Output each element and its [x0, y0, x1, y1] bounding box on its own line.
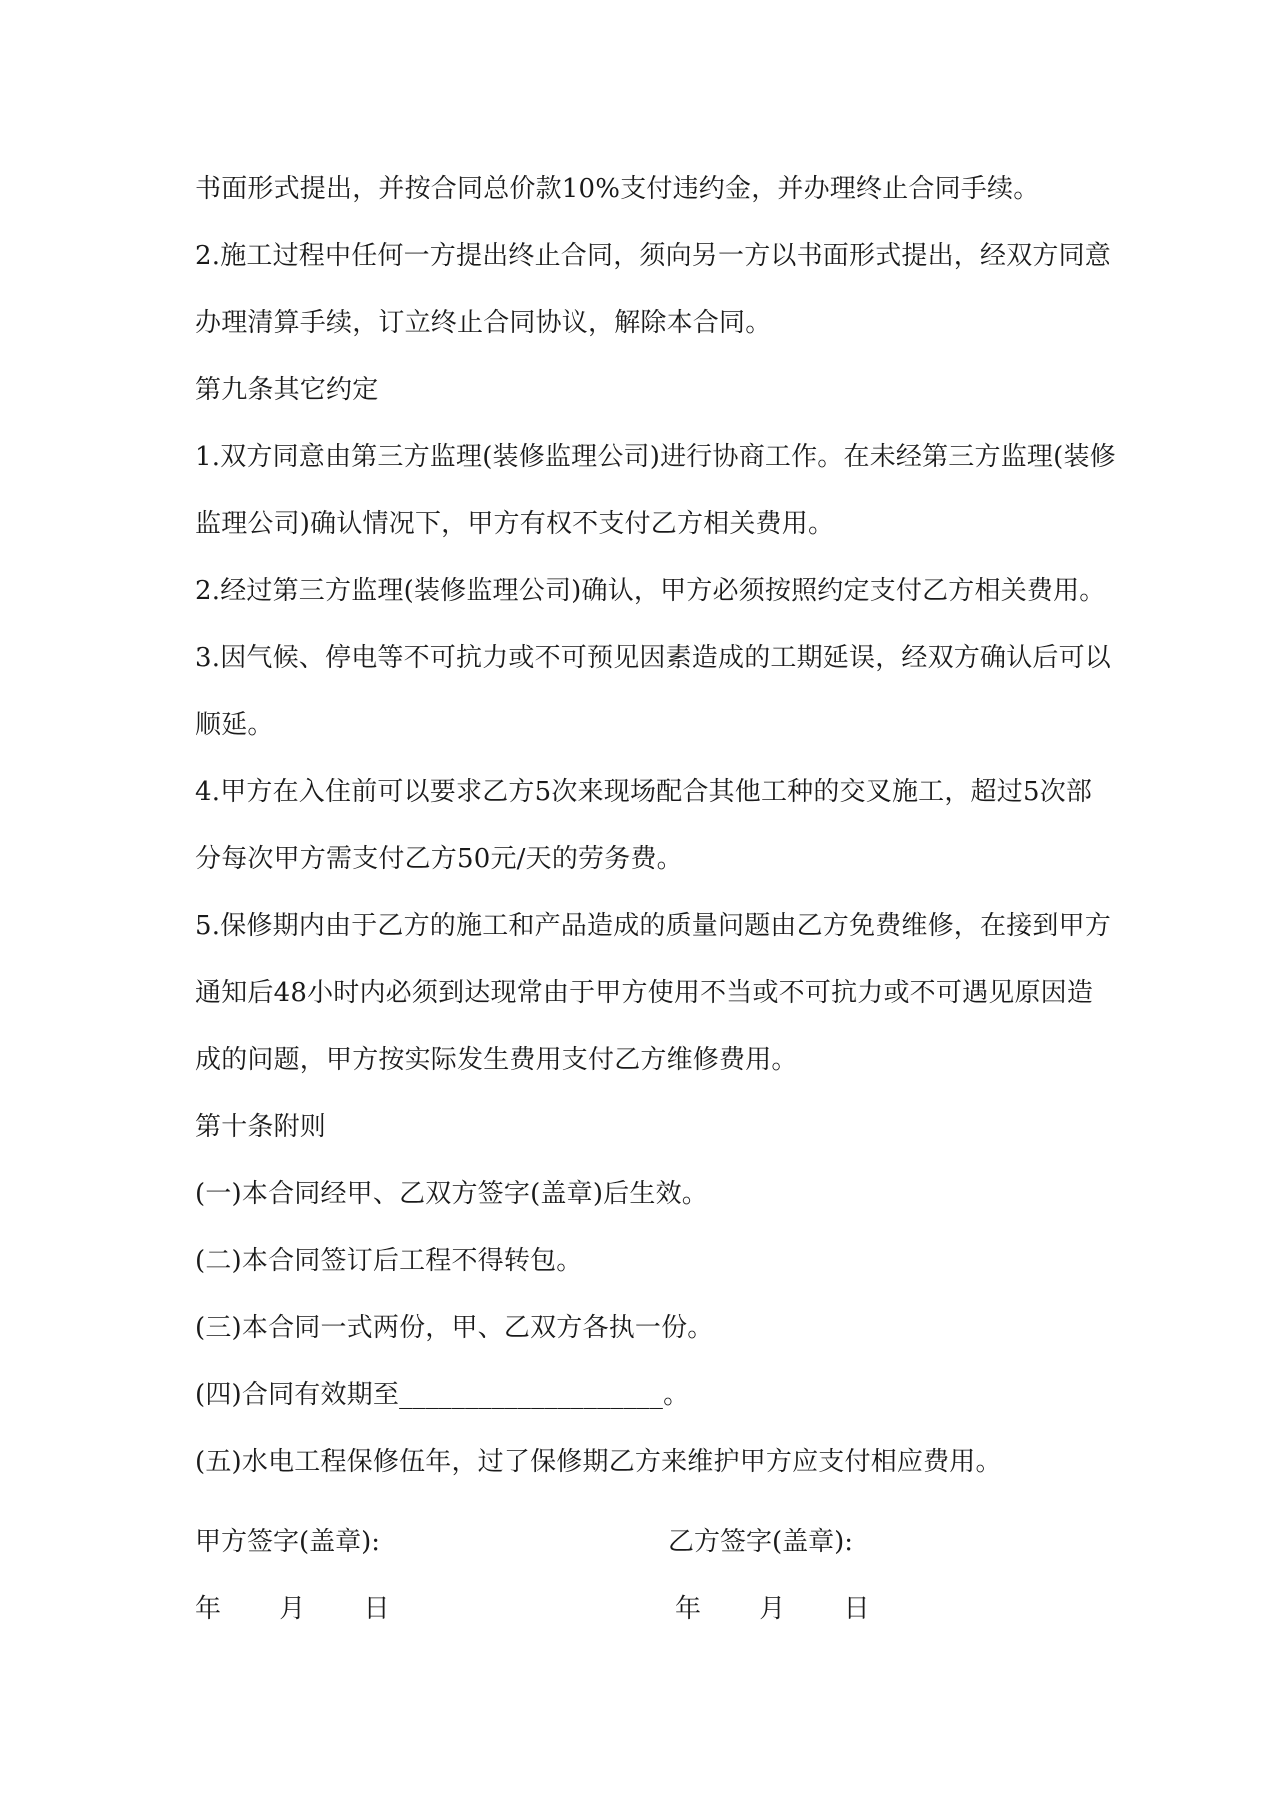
text-line: 成的问题，甲方按实际发生费用支付乙方维修费用。	[195, 1045, 798, 1075]
clause-9-3: 3.因气候、停电等不可抗力或不可预见因素造成的工期延误，经双方确认后可以	[195, 643, 1112, 673]
clause-9-2: 2.经过第三方监理(装修监理公司)确认，甲方必须按照约定支付乙方相关费用。	[195, 576, 1106, 606]
party-a-date	[195, 1592, 390, 1626]
month-label: 月	[759, 1594, 786, 1624]
year-label: 年	[675, 1594, 702, 1624]
article-10-heading: 第十条附则	[195, 1112, 327, 1142]
clause-10-4: (四)合同有效期至____________________。	[195, 1380, 690, 1410]
clause-9-1: 1.双方同意由第三方监理(装修监理公司)进行协商工作。在未经第三方监理(装修	[195, 442, 1116, 472]
text-line: 分每次甲方需支付乙方50元/天的劳务费。	[195, 844, 683, 874]
clause-9-4: 4.甲方在入住前可以要求乙方5次来现场配合其他工种的交叉施工，超过5次部	[195, 777, 1093, 807]
year-label: 年	[195, 1594, 222, 1624]
text-line: 书面形式提出，并按合同总价款10%支付违约金，并办理终止合同手续。	[195, 174, 1040, 204]
day-label: 日	[363, 1594, 390, 1624]
clause-10-5: (五)水电工程保修伍年，过了保修期乙方来维护甲方应支付相应费用。	[195, 1447, 1002, 1477]
text-line: 通知后48小时内必须到达现常由于甲方使用不当或不可抗力或不可遇见原因造	[195, 978, 1094, 1008]
text-line: 顺延。	[195, 710, 274, 740]
text-line: 办理清算手续，订立终止合同协议，解除本合同。	[195, 308, 772, 338]
clause-8-2: 2.施工过程中任何一方提出终止合同，须向另一方以书面形式提出，经双方同意	[195, 241, 1112, 271]
party-b-signature-label: 乙方签字(盖章):	[668, 1527, 854, 1557]
month-label: 月	[279, 1594, 306, 1624]
clause-10-1: (一)本合同经甲、乙双方签字(盖章)后生效。	[195, 1179, 708, 1209]
text-line: 监理公司)确认情况下，甲方有权不支付乙方相关费用。	[195, 509, 835, 539]
clause-10-2: (二)本合同签订后工程不得转包。	[195, 1246, 583, 1276]
day-label: 日	[843, 1594, 870, 1624]
clause-9-5: 5.保修期内由于乙方的施工和产品造成的质量问题由乙方免费维修，在接到甲方	[195, 911, 1112, 941]
article-9-heading: 第九条其它约定	[195, 375, 379, 405]
clause-10-3: (三)本合同一式两份，甲、乙双方各执一份。	[195, 1313, 714, 1343]
party-b-date	[675, 1592, 870, 1626]
party-a-signature-label: 甲方签字(盖章):	[195, 1527, 381, 1557]
